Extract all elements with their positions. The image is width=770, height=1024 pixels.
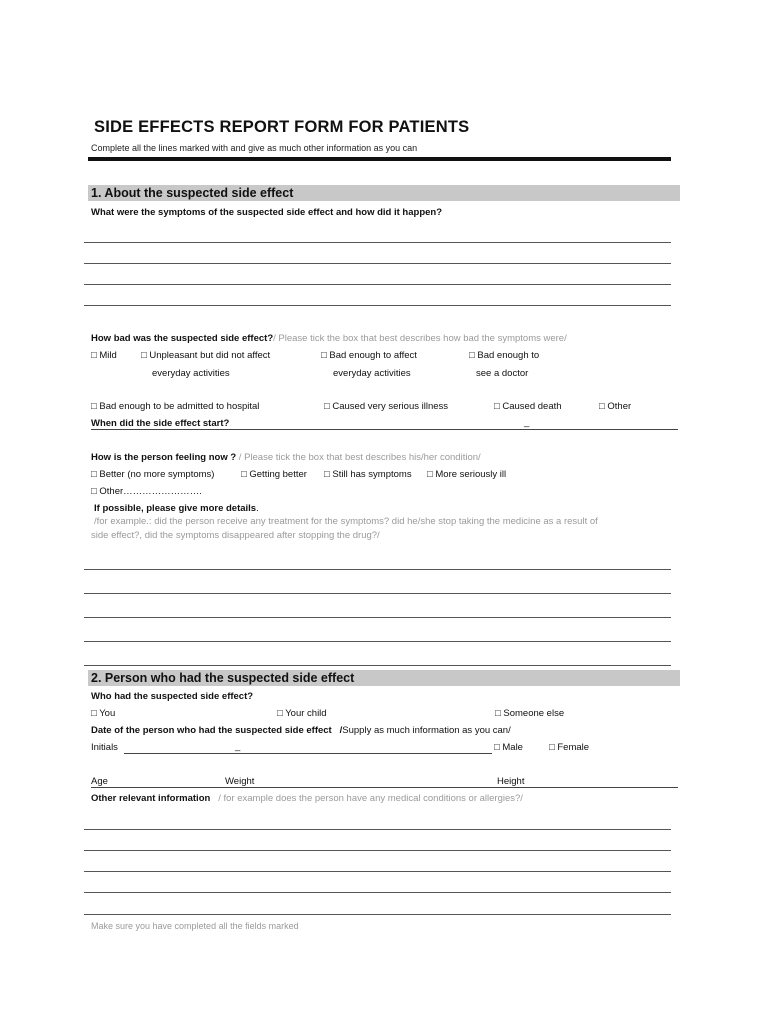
other-info-hint: / for example does the person have any medical conditions or allergies?/	[218, 793, 523, 804]
symptoms-question: What were the symptoms of the suspected side effect and how did it happen?	[91, 207, 443, 218]
section-1-heading: 1. About the suspected side effect	[91, 186, 294, 200]
form-subtitle: Complete all the lines marked with and give as much other information as you can	[91, 143, 418, 153]
start-date-line[interactable]	[91, 429, 678, 430]
section-2-heading: 2. Person who had the suspected side effect	[91, 671, 355, 685]
who-option-child[interactable]: □ Your child	[277, 708, 327, 719]
other-info-label: Other relevant information	[91, 793, 211, 804]
section-2-header	[88, 670, 680, 686]
details-line-1[interactable]	[84, 569, 671, 570]
sex-option-female[interactable]: □ Female	[549, 742, 590, 753]
severity-option-serious[interactable]: □ Caused very serious illness	[324, 401, 449, 412]
feeling-option-other[interactable]: □ Other…………………….	[91, 486, 202, 497]
other-info-line-1[interactable]	[84, 829, 671, 830]
severity-option-affect[interactable]: □ Bad enough to affect	[321, 350, 417, 361]
other-info-line-4[interactable]	[84, 892, 671, 893]
severity-option-unpleasant-line2: everyday activities	[152, 368, 230, 379]
feeling-question	[91, 452, 481, 463]
details-hint-1: /for example.: did the person receive any treatment for the symptoms? did he/she stop taking the medicine as a result of	[94, 516, 598, 527]
severity-option-doctor-line2: see a doctor	[476, 368, 529, 379]
dob-question	[91, 725, 511, 736]
details-line-4[interactable]	[84, 641, 671, 642]
dob-slash: /	[339, 725, 343, 736]
initials-label: Initials	[91, 742, 118, 753]
severity-option-unpleasant[interactable]: □ Unpleasant but did not affect	[141, 350, 271, 361]
who-question: Who had the suspected side effect?	[91, 691, 254, 702]
age-label: Age	[91, 776, 108, 787]
height-label: Height	[497, 776, 525, 787]
severity-option-hospital[interactable]: □ Bad enough to be admitted to hospital	[91, 401, 260, 412]
severity-question-text: How bad was the suspected side effect?	[91, 333, 274, 344]
details-label-text: If possible, please give more details	[94, 503, 257, 514]
feeling-hint: / Please tick the box that best describes his/her condition/	[238, 452, 481, 463]
sex-option-male[interactable]: □ Male	[494, 742, 523, 753]
dob-question-text: Date of the person who had the suspected side effect	[91, 725, 332, 736]
severity-option-doctor[interactable]: □ Bad enough to	[469, 350, 540, 361]
symptoms-line-1[interactable]	[84, 242, 671, 243]
symptoms-line-3[interactable]	[84, 284, 671, 285]
other-info-line-2[interactable]	[84, 850, 671, 851]
feeling-option-still[interactable]: □ Still has symptoms	[324, 469, 412, 480]
severity-option-other[interactable]: □ Other	[599, 401, 632, 412]
details-line-2[interactable]	[84, 593, 671, 594]
details-line-5[interactable]	[84, 665, 671, 666]
start-underscore: _	[524, 417, 530, 428]
symptoms-line-2[interactable]	[84, 263, 671, 264]
other-info-line-3[interactable]	[84, 871, 671, 872]
who-option-you[interactable]: □ You	[91, 708, 116, 719]
other-info-line-5[interactable]	[84, 914, 671, 915]
severity-question	[91, 333, 567, 344]
age-weight-height-line[interactable]	[91, 787, 678, 788]
footer-note: Make sure you have completed all the fields marked	[91, 921, 299, 931]
details-hint-2: side effect?, did the symptoms disappeared after stopping the drug?/	[91, 530, 380, 541]
severity-option-affect-line2: everyday activities	[333, 368, 411, 379]
severity-hint: / Please tick the box that best describes how bad the symptoms were/	[273, 333, 567, 344]
start-question: When did the side effect start?	[91, 418, 230, 429]
other-info-question	[91, 793, 523, 804]
feeling-question-text: How is the person feeling now ?	[91, 452, 237, 463]
severity-option-mild[interactable]: □ Mild	[91, 350, 117, 361]
weight-label: Weight	[225, 776, 255, 787]
header-divider	[88, 157, 671, 161]
details-label	[94, 503, 259, 514]
details-line-3[interactable]	[84, 617, 671, 618]
feeling-option-getting-better[interactable]: □ Getting better	[241, 469, 307, 480]
initials-line[interactable]	[124, 753, 492, 754]
section-1-header	[88, 185, 680, 201]
dob-hint: Supply as much information as you can/	[342, 725, 511, 736]
form-title: SIDE EFFECTS REPORT FORM FOR PATIENTS	[94, 118, 470, 136]
initials-underscore: _	[235, 741, 241, 752]
who-option-someone[interactable]: □ Someone else	[495, 708, 565, 719]
symptoms-line-4[interactable]	[84, 305, 671, 306]
details-dot: .	[256, 503, 259, 514]
feeling-option-worse[interactable]: □ More seriously ill	[427, 469, 507, 480]
severity-option-death[interactable]: □ Caused death	[494, 401, 562, 412]
feeling-option-better[interactable]: □ Better (no more symptoms)	[91, 469, 215, 480]
